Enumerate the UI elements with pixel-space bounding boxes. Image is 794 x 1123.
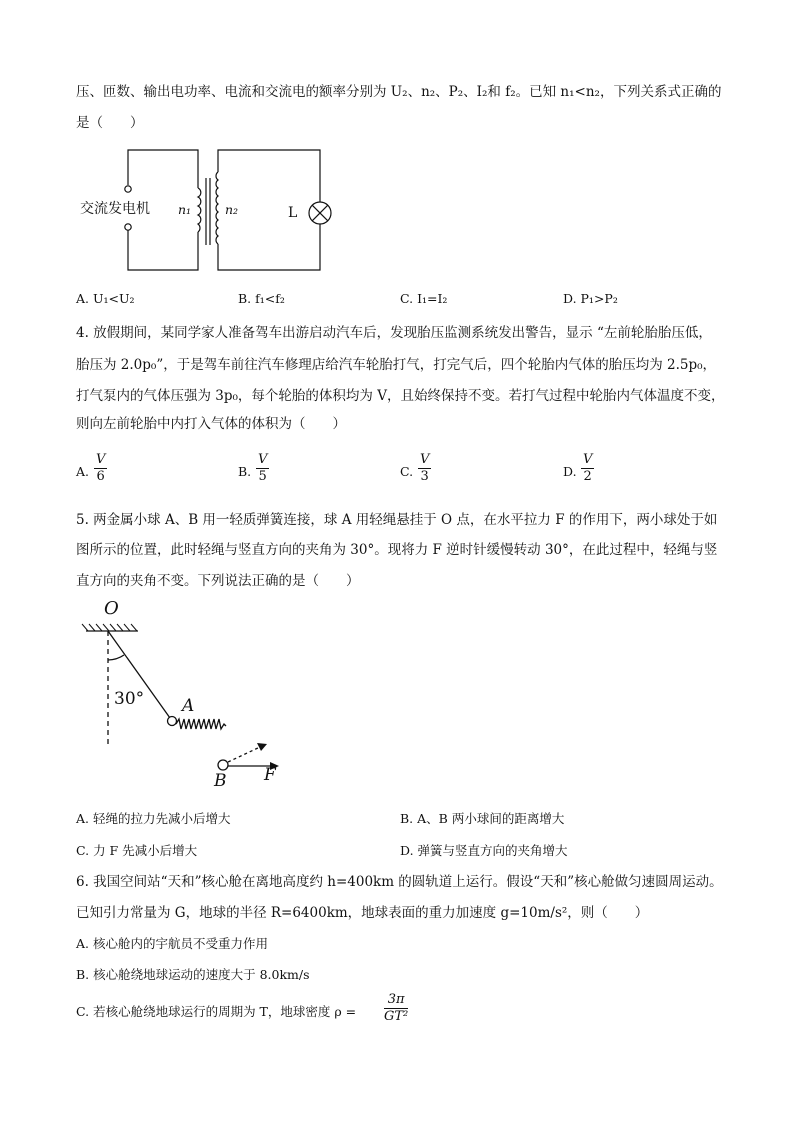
q4-option-b-label: B. [238, 464, 252, 479]
q4-option-c-label: C. [400, 464, 414, 479]
angle-label: 30° [114, 689, 145, 709]
q4-option-c-fraction: $\frac{V}{3}$ [420, 452, 430, 484]
q3-option-c[interactable]: C. I₁=I₂ [400, 291, 448, 306]
n1-label: n₁ [178, 202, 192, 217]
point-o-label: O [104, 598, 119, 619]
q4-option-a-label: A. [76, 464, 90, 479]
ball-b [218, 760, 228, 770]
ball-b-label: B [214, 771, 227, 791]
q4-option-d-fraction: $\frac{V}{2}$ [583, 452, 593, 484]
q5-option-b[interactable]: B. A、B 两小球间的距离增大 [400, 811, 565, 826]
q3-option-b[interactable]: B. f₁<f₂ [238, 291, 285, 306]
ball-a-label: A [182, 696, 195, 716]
ball-a [168, 717, 177, 726]
n2-label: n₂ [225, 202, 239, 217]
angle-arc [108, 655, 124, 660]
spring [176, 719, 226, 729]
q4-stem-line4: 则向左前轮胎中内打入气体的体积为（ ） [76, 416, 346, 432]
q4-option-d-label: D. [563, 464, 577, 479]
lamp-label: L [288, 205, 298, 221]
q6-stem-line1: 6. 我国空间站“天和”核心舱在离地高度约 h=400km 的圆轨道上运行。假设“天和”核心舱做匀速圆周运动。 [76, 874, 723, 890]
q6-option-c-fraction: $\frac{3\pi}{\text{GT²}}$ [384, 992, 409, 1024]
rotated-force-arrow [228, 747, 260, 762]
q3-stem-line1: 压、匝数、输出电功率、电流和交流电的额率分别为 U₂、n₂、P₂、I₂和 f₂。已知 n₁<n₂，下列关系式正确的 [76, 84, 722, 100]
q6-option-a[interactable]: A. 核心舱内的宇航员不受重力作用 [76, 936, 268, 951]
q6-option-b[interactable]: B. 核心舱绕地球运动的速度大于 8.0km/s [76, 967, 310, 982]
q5-option-c[interactable]: C. 力 F 先减小后增大 [76, 843, 198, 858]
ceiling-hatching [82, 624, 137, 631]
q3-stem-line2: 是（ ） [76, 115, 144, 131]
q5-option-d[interactable]: D. 弹簧与竖直方向的夹角增大 [400, 843, 568, 858]
q5-option-a[interactable]: A. 轻绳的拉力先减小后增大 [76, 811, 231, 826]
q5-stem-line1: 5. 两金属小球 A、B 用一轻质弹簧连接，球 A 用轻绳悬挂于 O 点，在水平拉力 F 的作用下，两小球处于如 [76, 512, 718, 528]
q4-stem-line1: 4. 放假期间，某同学家人准备驾车出游启动汽车后，发现胎压监测系统发出警告，显示 “左前轮胎胎压低， [76, 325, 712, 341]
q4-stem-line3: 打气泵内的气体压强为 3p₀，每个轮胎的体积均为 V，且始终保持不变。若打气过程中轮胎内气体温度不变， [76, 388, 725, 404]
q4-option-a-fraction: $\frac{V}{6}$ [96, 452, 106, 484]
generator-label: 交流发电机 [80, 201, 150, 217]
q6-stem-line2: 已知引力常量为 G，地球的半径 R=6400km，地球表面的重力加速度 g=10m/s²，则（ ） [76, 905, 649, 921]
force-f-label: F [264, 765, 276, 785]
q4-stem-line2: 胎压为 2.0p₀”，于是驾车前往汽车修理店给汽车轮胎打气，打完气后，四个轮胎内气体的胎压均为 2.5p₀， [76, 357, 717, 373]
q5-stem-line2: 图所示的位置，此时轻绳与竖直方向的夹角为 30°。现将力 F 逆时针缓慢转动 30°，在此过程中，轻绳与竖 [76, 542, 718, 558]
q3-option-d[interactable]: D. P₁>P₂ [563, 291, 618, 306]
q4-option-b-fraction: $\frac{V}{5}$ [258, 452, 268, 484]
q3-option-a[interactable]: A. U₁<U₂ [76, 291, 135, 306]
q5-stem-line3: 直方向的夹角不变。下列说法正确的是（ ） [76, 573, 360, 589]
q6-option-c-text: C. 若核心舱绕地球运行的周期为 T，地球密度 ρ = [76, 1004, 357, 1019]
